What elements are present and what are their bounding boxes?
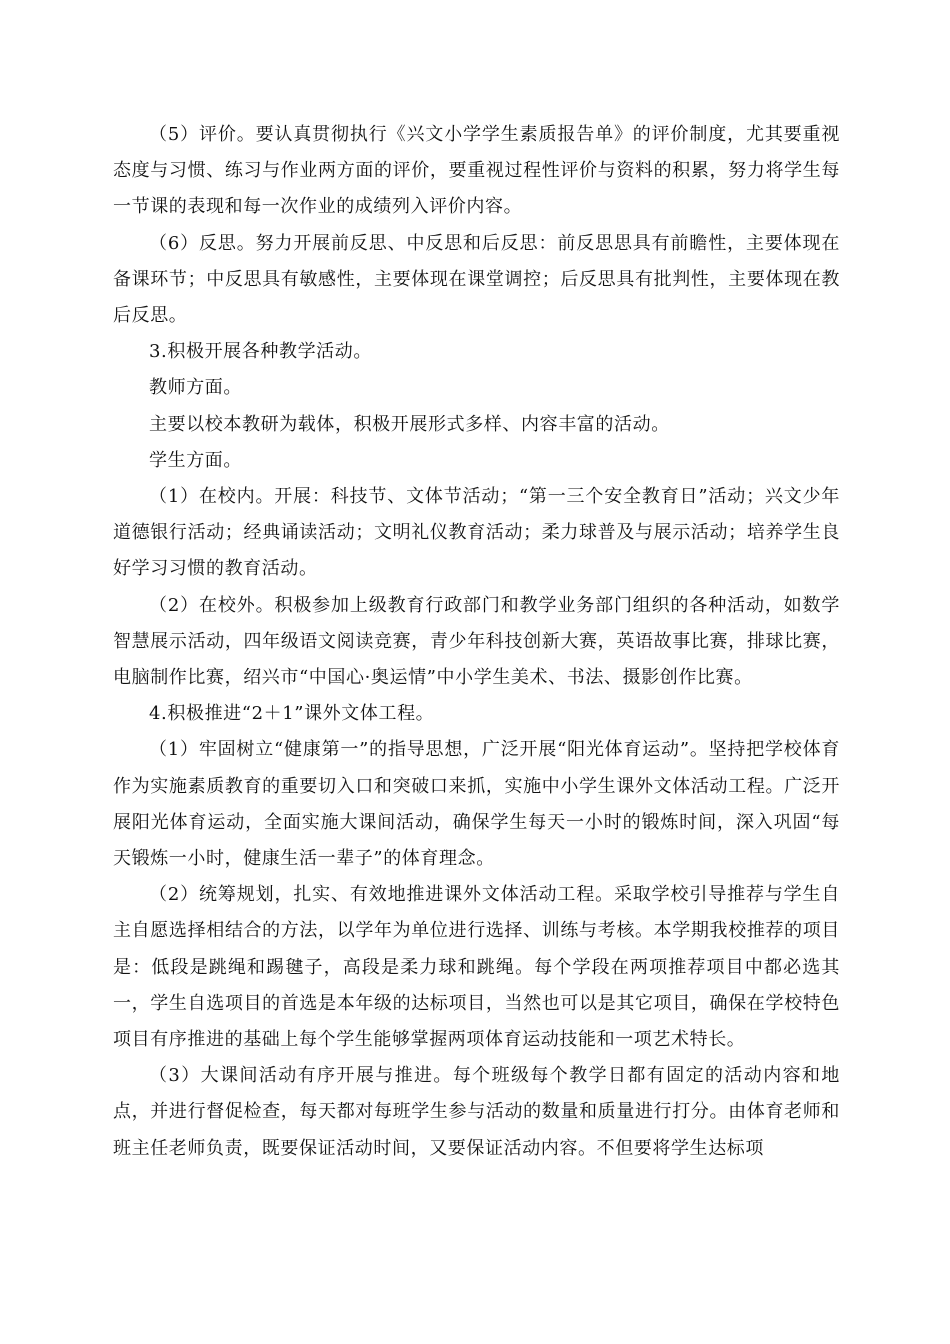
- subheading-students: 学生方面。: [149, 449, 242, 471]
- paragraph-out-of-school: （2）在校外。积极参加上级教育行政部门和教学业务部门组织的各种活动，如数学智慧展示活动，四年级语文阅读竞赛，青少年科技创新大赛，英语故事比赛，排球比赛，电脑制作比赛，绍兴市“中国心·奥运情”中小学生美术、书法、摄影创作比赛。: [113, 594, 840, 689]
- section-heading-teaching-activities: 3.积极开展各种教学活动。: [149, 341, 372, 363]
- paragraph-evaluation: （5）评价。要认真贯彻执行《兴文小学学生素质报告单》的评价制度，尤其要重视态度与习惯、练习与作业两方面的评价，要重视过程性评价与资料的积累，努力将学生每一节课的表现和每一次作业的成绩列入评价内容。: [113, 124, 840, 218]
- paragraph-health-first: （1）牢固树立“健康第一”的指导思想，广泛开展“阳光体育运动”。坚持把学校体育作为实施素质教育的重要切入口和突破口来抓，实施中小学生课外文体活动工程。广泛开展阳光体育运动，全面实施大课间活动，确保学生每天一小时的锻炼时间，深入巩固“每天锻炼一小时，健康生活一辈子”的体育理念。: [113, 739, 840, 870]
- paragraph-break-activities: （3）大课间活动有序开展与推进。每个班级每个教学日都有固定的活动内容和地点，并进行督促检查，每天都对每班学生参与活动的数量和质量进行打分。由体育老师和班主任老师负责，既要保证活动时间，又要保证活动内容。不但要将学生达标项: [113, 1065, 840, 1159]
- paragraph-in-school: （1）在校内。开展：科技节、文体节活动；“第一三个安全教育日”活动；兴文少年道德银行活动；经典诵读活动；文明礼仪教育活动；柔力球普及与展示活动；培养学生良好学习习惯的教育活动。: [113, 486, 840, 580]
- subheading-teachers: 教师方面。: [149, 377, 242, 399]
- paragraph-teachers-activities: 主要以校本教研为载体，积极开展形式多样、内容丰富的活动。: [149, 413, 670, 435]
- document-body: [113, 117, 840, 1167]
- section-heading-2-plus-1: 4.积极推进“2＋1”课外文体工程。: [149, 703, 435, 725]
- paragraph-planning: （2）统筹规划，扎实、有效地推进课外文体活动工程。采取学校引导推荐与学生自主自愿选择相结合的方法，以学年为单位进行选择、训练与考核。本学期我校推荐的项目是：低段是跳绳和踢毽子，高段是柔力球和跳绳。每个学段在两项推荐项目中都必选其一，学生自选项目的首选是本年级的达标项目，当然也可以是其它项目，确保在学校特色项目有序推进的基础上每个学生能够掌握两项体育运动技能和一项艺术特长。: [113, 884, 840, 1051]
- paragraph-reflection: （6）反思。努力开展前反思、中反思和后反思：前反思思具有前瞻性，主要体现在备课环节；中反思具有敏感性，主要体现在课堂调控；后反思具有批判性，主要体现在教后反思。: [113, 232, 840, 327]
